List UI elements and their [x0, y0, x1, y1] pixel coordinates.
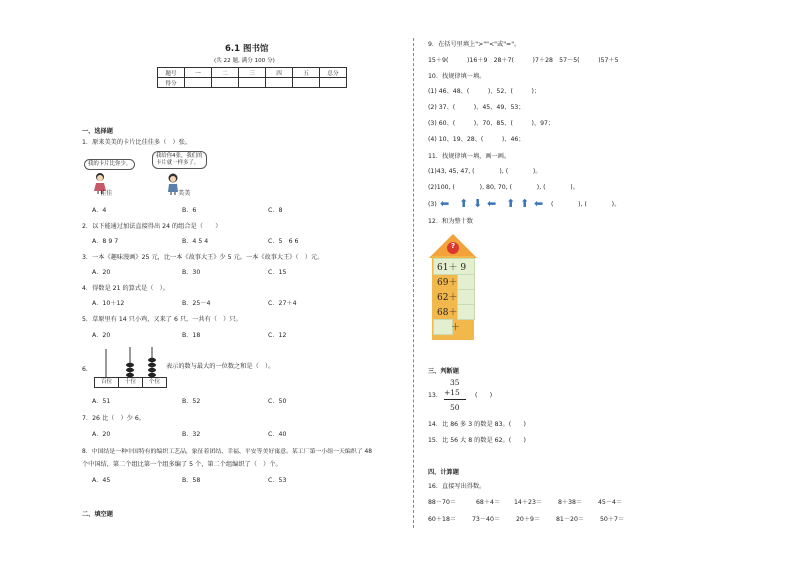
score-input-cell[interactable] [239, 78, 266, 88]
option-c[interactable]: C．50 [268, 398, 287, 405]
sum-row: 69＋ [437, 278, 458, 288]
question-6-number: 6． [82, 366, 93, 373]
question-9: 9．在括号里填上">""<"或"="。 [428, 41, 521, 48]
question-13: 13． [428, 392, 443, 399]
pattern-line[interactable]: (2)100, ( ), 80, 70, ( ), ( )。 [428, 184, 579, 191]
question-10: 10．找规律填一填。 [428, 73, 486, 80]
calc-item[interactable]: 8＋38＝ [558, 499, 583, 506]
score-cell: 一 [185, 68, 212, 78]
question-16: 16．直接写出得数。 [428, 483, 486, 490]
calc-item[interactable]: 45－4＝ [598, 499, 623, 506]
score-input-cell[interactable] [320, 78, 347, 88]
pattern-line[interactable]: (2) 37、( )、45、49、53； [428, 104, 525, 111]
pattern-line[interactable]: (3) 60、( )、70、85、( )、97； [428, 120, 555, 127]
option-b[interactable]: B．4 5 4 [182, 238, 209, 245]
arrow-left-icon: ⬅ [440, 197, 450, 210]
abacus-label-tens: 十位 [118, 377, 143, 388]
question-15: 15．比 56 大 8 的数是 62。( ) [428, 437, 526, 444]
question-11: 11．找规律填一填，画一画。 [428, 153, 511, 160]
option-a[interactable]: A．20 [92, 332, 111, 339]
score-cell: 三 [239, 68, 266, 78]
name-label-jiajia: 佳佳 [100, 190, 113, 197]
option-c[interactable]: C．15 [268, 269, 287, 276]
name-label-meimei: 美美 [178, 190, 191, 197]
option-a[interactable]: A．20 [92, 431, 111, 438]
option-b[interactable]: B．30 [182, 269, 201, 276]
score-input-cell[interactable] [212, 78, 239, 88]
option-a[interactable]: A．8 9 7 [92, 238, 119, 245]
question-2: 2．以下能通过加法直接得出 24 的组合是（ ） [82, 223, 222, 230]
score-cell: 总分 [320, 68, 347, 78]
pattern-line[interactable]: (1) 46、48、( )、52、( )； [428, 88, 541, 95]
section-heading-calc: 四、计算题 [428, 469, 459, 476]
question-14: 14．比 86 多 3 的数是 83。( ) [428, 421, 526, 428]
score-cell: 二 [212, 68, 239, 78]
sum-row: 68＋ [437, 308, 458, 318]
sum-row: 61＋ 9 [437, 263, 467, 273]
sum-row: ＋ [451, 323, 461, 333]
question-3: 3．一本《趣味漫画》25 元，比一本《故事大王》少 5 元。一本《故事大王》（ ）元。 [82, 254, 324, 261]
judge-answer[interactable]: ( ) [475, 392, 493, 399]
vertical-sum-line [444, 399, 466, 400]
calc-item[interactable]: 60＋18＝ [428, 516, 457, 523]
score-cell: 题号 [158, 68, 185, 78]
vertical-sum: 50 [450, 403, 460, 412]
abacus-label-ones: 个位 [142, 377, 167, 388]
option-c[interactable]: C．53 [268, 477, 287, 484]
answer-cell[interactable] [457, 304, 475, 320]
option-b[interactable]: B．18 [182, 332, 201, 339]
option-a[interactable]: A．51 [92, 398, 111, 405]
option-c[interactable]: C．40 [268, 431, 287, 438]
option-c[interactable]: C．27＋4 [268, 300, 297, 307]
arrow-pattern-answers[interactable]: ( ), ( )。 [551, 201, 621, 208]
arrow-up-icon: ⬆ [520, 197, 530, 210]
option-a[interactable]: A．20 [92, 269, 111, 276]
score-input-cell[interactable] [185, 78, 212, 88]
score-cell: 五 [293, 68, 320, 78]
option-b[interactable]: B．25－4 [182, 300, 211, 307]
score-cell: 得分 [158, 78, 185, 88]
score-input-cell[interactable] [293, 78, 320, 88]
vertical-addend-2: +15 [444, 388, 460, 397]
option-a[interactable]: A．45 [92, 477, 111, 484]
score-table [157, 67, 347, 88]
arrow-pattern-prefix: (3) [428, 201, 437, 208]
arrow-down-icon: ⬇ [473, 197, 483, 210]
question-8-line-2: 个中国结，第二个组比第一个组多编了 5 个，第二个组编织了（ ）个。 [82, 461, 282, 468]
option-b[interactable]: B．32 [182, 431, 201, 438]
score-input-cell[interactable] [266, 78, 293, 88]
option-c[interactable]: C．5 6 6 [268, 238, 299, 245]
option-b[interactable]: B．58 [182, 477, 201, 484]
question-12: 12．和为整十数 [428, 218, 473, 225]
answer-cell[interactable] [457, 274, 475, 290]
speech-bubble-meimei [152, 151, 207, 169]
abacus-icon [94, 345, 166, 377]
pattern-line[interactable]: (1)43, 45, 47, ( ), ( )。 [428, 168, 542, 175]
vertical-addend-1: 35 [450, 378, 460, 387]
answer-cell[interactable] [457, 289, 475, 305]
question-7: 7．26 比（ ）少 6。 [82, 415, 145, 422]
section-heading-judge: 三、判断题 [428, 368, 459, 375]
arrow-up-icon: ⬆ [459, 197, 469, 210]
option-a[interactable]: A．4 [92, 207, 107, 214]
page-subtitle: (共 22 题, 满分 100 分) [214, 58, 275, 64]
answer-cell[interactable] [433, 319, 453, 335]
sum-row: 62＋ [437, 293, 458, 303]
speech-bubble-line: 我给你4张，我们的 [156, 153, 203, 159]
option-a[interactable]: A．10＋12 [92, 300, 125, 307]
arrow-left-icon: ⬅ [487, 197, 497, 210]
arrow-left-icon: ⬅ [534, 197, 544, 210]
option-b[interactable]: B．52 [182, 398, 201, 405]
calc-item[interactable]: 20＋9＝ [516, 516, 541, 523]
calc-item[interactable]: 68＋4＝ [476, 499, 501, 506]
section-heading-choice: 一、选择题 [82, 128, 113, 135]
score-table-score-row [158, 78, 347, 88]
question-4: 4．得数是 21 的算式是（ ）。 [82, 285, 169, 292]
question-6: 表示的数与最大的一位数之和是（ ）。 [166, 363, 275, 370]
calc-item[interactable]: 88－70＝ [428, 499, 457, 506]
section-heading-fill: 二、填空题 [82, 511, 113, 518]
question-9-comparisons[interactable]: 15＋9( )16＋9 28＋7( )7＋28 57－5( )57＋5 [428, 57, 619, 64]
question-mark-icon: ? [450, 242, 456, 250]
question-1: 1．原来美美的卡片比佳佳多（ ）张。 [82, 139, 192, 146]
score-table-header-row [158, 68, 347, 78]
arrow-up-icon: ⬆ [506, 197, 516, 210]
speech-bubble-line: 卡片就一样多了。 [156, 160, 200, 166]
score-cell: 四 [266, 68, 293, 78]
pattern-line[interactable]: (4) 10、19、28、( )、46； [428, 136, 525, 143]
option-b[interactable]: B．6 [182, 207, 197, 214]
question-8-line-1: 8．中国结是一种中国特有的编织工艺品，象征着团结、幸福、平安等美好寓意。某工厂第一小组一天编织了 48 [82, 449, 372, 455]
speech-bubble-jiajia: 我的卡片比你少。 [84, 159, 135, 170]
calc-item[interactable]: 81－20＝ [556, 516, 585, 523]
calc-item[interactable]: 73－40＝ [472, 516, 501, 523]
option-c[interactable]: C．8 [268, 207, 283, 214]
calc-item[interactable]: 14＋23＝ [514, 499, 543, 506]
column-divider [413, 38, 414, 528]
page-title: 6.1 图书馆 [225, 44, 269, 54]
question-5: 5．草原里有 14 只小鸡，又来了 6 只，一共有（ ）只。 [82, 316, 242, 323]
calc-item[interactable]: 50＋7＝ [600, 516, 625, 523]
abacus-label-hundreds: 百位 [94, 377, 119, 388]
option-c[interactable]: C．12 [268, 332, 287, 339]
